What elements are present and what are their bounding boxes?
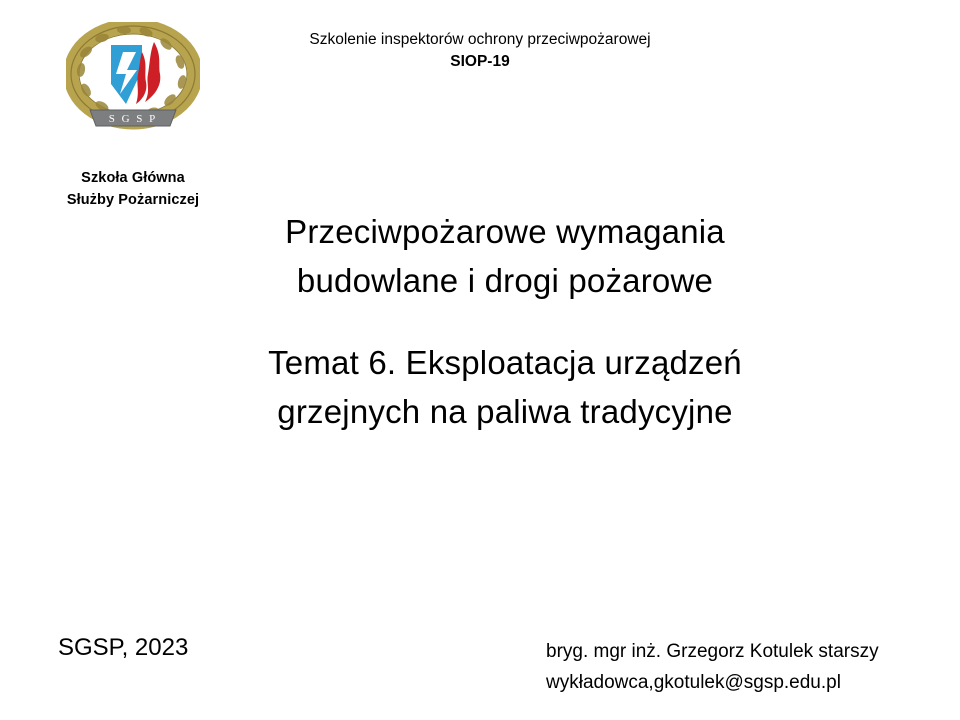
- footer-author-block: [546, 636, 879, 699]
- slide-header: [230, 30, 730, 73]
- page-title: [175, 208, 835, 436]
- emblem-ribbon-text: S G S P: [108, 113, 158, 125]
- logo-caption-line2: Służby Pożarniczej: [66, 191, 200, 208]
- footer-contact: wykładowca,gkotulek@sgsp.edu.pl: [546, 672, 841, 694]
- logo-caption-line1: Szkoła Główna: [81, 170, 185, 186]
- title-spacer: [175, 305, 835, 339]
- logo-block: [38, 22, 228, 212]
- title-line-3: Temat 6. Eksploatacja urządzeń: [268, 344, 742, 381]
- footer-institution: SGSP, 2023: [58, 634, 189, 661]
- logo-caption: [38, 168, 228, 212]
- title-line-1: Przeciwpożarowe wymagania: [285, 213, 725, 250]
- footer-author: bryg. mgr inż. Grzegorz Kotulek starszy: [546, 641, 879, 662]
- title-line-2: budowlane i drogi pożarowe: [296, 261, 714, 299]
- sgsp-emblem-icon: [66, 22, 200, 136]
- course-code: SIOP-19: [450, 52, 510, 70]
- course-name: Szkolenie inspektorów ochrony przeciwpożarowej: [309, 31, 651, 48]
- title-line-4: grzejnych na paliwa tradycyjne: [277, 392, 733, 430]
